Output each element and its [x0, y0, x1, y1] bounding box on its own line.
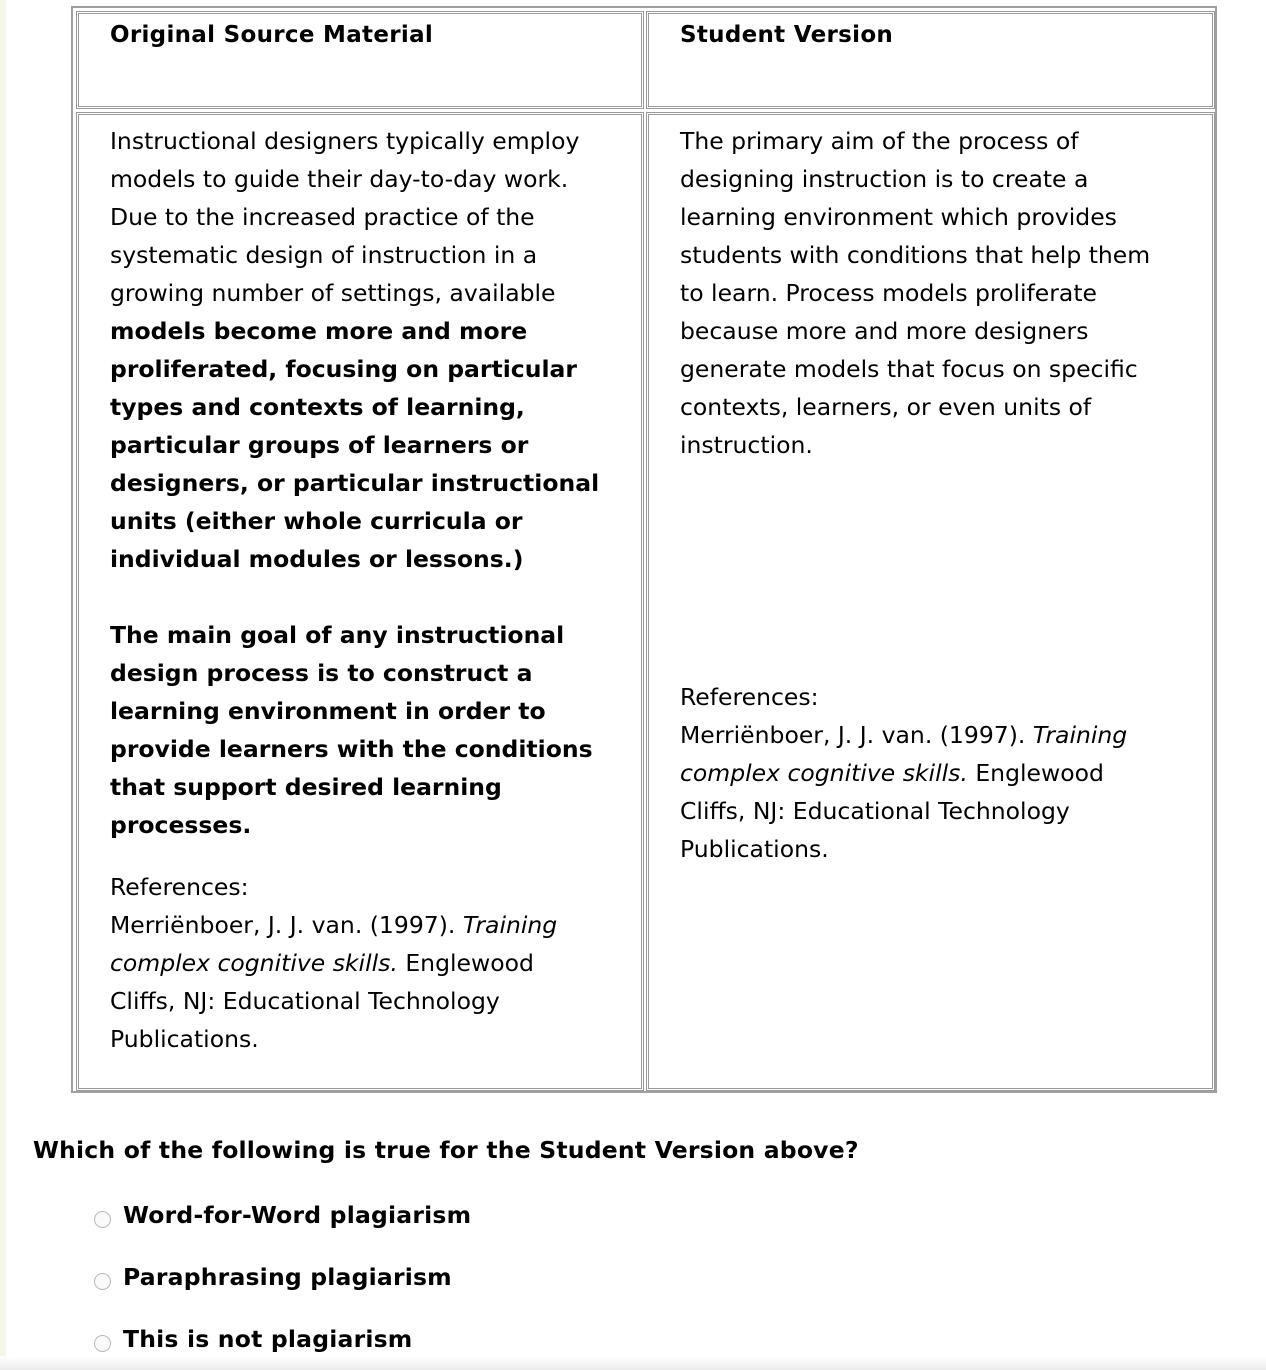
original-reference-author: Merriënboer, J. J. van. (1997).: [110, 911, 456, 939]
original-paragraph-2: [110, 616, 615, 844]
option-not-plagiarism[interactable]: [94, 1324, 413, 1354]
student-references: [680, 678, 1170, 868]
original-paragraph-1: [110, 122, 620, 578]
student-reference-author: Merriënboer, J. J. van. (1997).: [680, 721, 1026, 749]
original-paragraph-1-bold: models become more and more proliferated, focusing on particular types and contexts of learning, particular groups of learners or designers, or particular instructional units (either whole curricula or individual modules or lessons.): [110, 317, 600, 573]
original-reference-title: Training complex cognitive skills.: [110, 911, 558, 977]
bottom-fade: [0, 1356, 1266, 1370]
original-reference-publisher: Englewood Cliffs, NJ: Educational Technology Publications.: [110, 949, 534, 1053]
original-paragraph-2-bold: The main goal of any instructional design process is to construct a learning environment in order to provide learners with the conditions that support desired learning processes.: [110, 621, 593, 839]
option-label[interactable]: Word-for-Word plagiarism: [123, 1201, 472, 1229]
left-edge-strip: [0, 0, 6, 1370]
original-references: [110, 868, 600, 1058]
radio-paraphrasing[interactable]: [94, 1273, 111, 1290]
option-word-for-word[interactable]: [94, 1200, 471, 1230]
radio-not-plagiarism[interactable]: [94, 1335, 111, 1352]
option-label[interactable]: Paraphrasing plagiarism: [123, 1263, 452, 1291]
original-paragraph-1-normal: Instructional designers typically employ models to guide their day-to-day work. Due to the increased practice of the systematic design of instruction in a growing number of settings, available: [110, 127, 580, 307]
question-prompt: Which of the following is true for the Student Version above?: [33, 1136, 859, 1164]
option-paraphrasing[interactable]: [94, 1262, 452, 1292]
option-label[interactable]: This is not plagiarism: [123, 1325, 413, 1353]
student-paragraph: The primary aim of the process of designing instruction is to create a learning environment which provides students with conditions that help them to learn. Process models proliferate because more and more designers generate models that focus on specific contexts, learners, or even units of instruction.: [680, 127, 1151, 459]
original-references-label: References:: [110, 873, 249, 901]
header-student-label: Student Version: [680, 22, 894, 48]
student-reference-publisher: Englewood Cliffs, NJ: Educational Technology Publications.: [680, 759, 1104, 863]
radio-word-for-word[interactable]: [94, 1211, 111, 1228]
student-references-label: References:: [680, 683, 819, 711]
header-original-label: Original Source Material: [110, 22, 434, 48]
student-reference-title: Training complex cognitive skills.: [680, 721, 1128, 787]
